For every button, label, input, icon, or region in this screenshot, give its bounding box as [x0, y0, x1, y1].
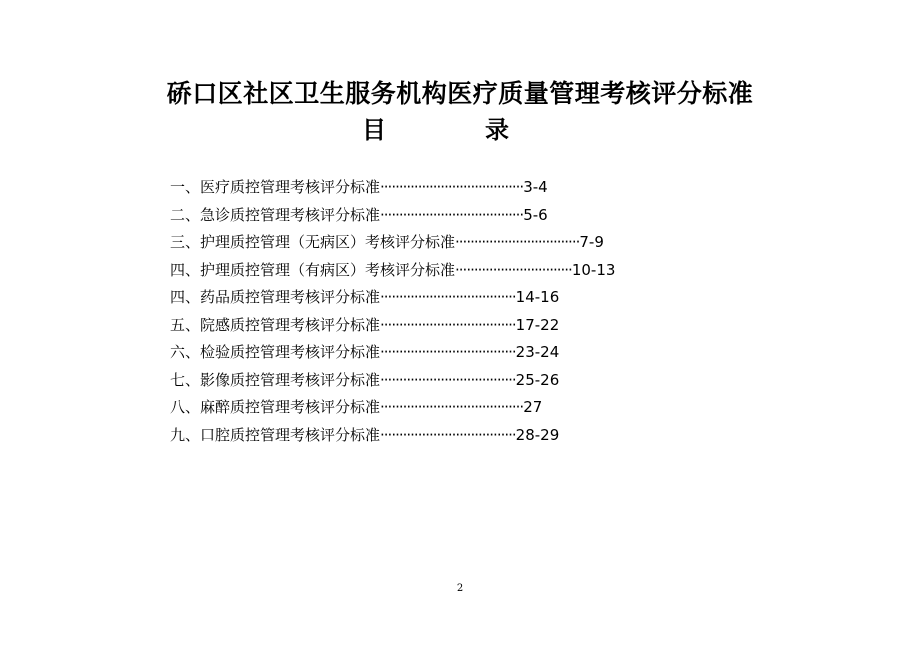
- toc-entry[interactable]: [170, 367, 730, 395]
- toc-leader-dots: ·································: [455, 233, 580, 251]
- toc-entry[interactable]: [170, 312, 730, 340]
- toc-entry-pages: 17-22: [515, 315, 560, 334]
- toc-entry-title: 七、影像质控管理考核评分标准: [170, 370, 381, 389]
- toc-heading: [0, 113, 920, 147]
- toc-leader-dots: ······································: [380, 398, 524, 416]
- toc-leader-dots: ······································: [380, 205, 524, 224]
- toc-leader-dots: ······································: [380, 178, 524, 196]
- toc-entry-pages: 10-13: [571, 260, 616, 279]
- toc-entry-title: 五、院感质控管理考核评分标准: [170, 315, 381, 334]
- toc-entry[interactable]: [170, 422, 730, 450]
- toc-entry-title: 一、医疗质控管理考核评分标准: [170, 178, 381, 196]
- table-of-contents: [170, 174, 730, 449]
- toc-leader-dots: ····································: [380, 315, 516, 334]
- toc-leader-dots: ····································: [380, 343, 516, 361]
- toc-entry[interactable]: [170, 394, 730, 422]
- toc-entry-title: 二、急诊质控管理考核评分标准: [170, 205, 381, 224]
- toc-heading-char: 目: [362, 116, 386, 144]
- toc-entry-pages: 14-16: [515, 288, 560, 306]
- toc-entry[interactable]: [170, 229, 730, 257]
- document-title: 硚口区社区卫生服务机构医疗质量管理考核评分标准: [166, 79, 754, 108]
- toc-leader-dots: ····································: [380, 425, 516, 444]
- toc-heading-char: 录: [485, 116, 509, 144]
- toc-entry-title: 九、口腔质控管理考核评分标准: [170, 425, 381, 444]
- toc-entry-pages: 7-9: [579, 233, 604, 251]
- toc-entry[interactable]: [170, 284, 730, 312]
- toc-entry-title: 八、麻醉质控管理考核评分标准: [170, 398, 381, 416]
- toc-entry-pages: 25-26: [515, 370, 560, 389]
- toc-entry-title: 四、药品质控管理考核评分标准: [170, 288, 381, 306]
- toc-entry[interactable]: [170, 174, 730, 202]
- toc-entry[interactable]: [170, 202, 730, 230]
- toc-leader-dots: ·······························: [455, 260, 572, 279]
- toc-entry-title: 三、护理质控管理（无病区）考核评分标准: [170, 233, 456, 251]
- toc-entry-pages: 3-4: [523, 178, 548, 196]
- toc-entry-pages: 28-29: [515, 425, 560, 444]
- page-number: 2: [456, 583, 464, 594]
- toc-entry-title: 四、护理质控管理（有病区）考核评分标准: [170, 260, 456, 279]
- toc-entry-title: 六、检验质控管理考核评分标准: [170, 343, 381, 361]
- toc-leader-dots: ····································: [380, 370, 516, 389]
- toc-entry[interactable]: [170, 339, 730, 367]
- toc-entry-pages: 23-24: [515, 343, 560, 361]
- toc-entry-pages: 27: [523, 398, 543, 416]
- toc-entry-pages: 5-6: [523, 205, 548, 224]
- toc-leader-dots: ····································: [380, 288, 516, 306]
- toc-entry[interactable]: [170, 257, 730, 285]
